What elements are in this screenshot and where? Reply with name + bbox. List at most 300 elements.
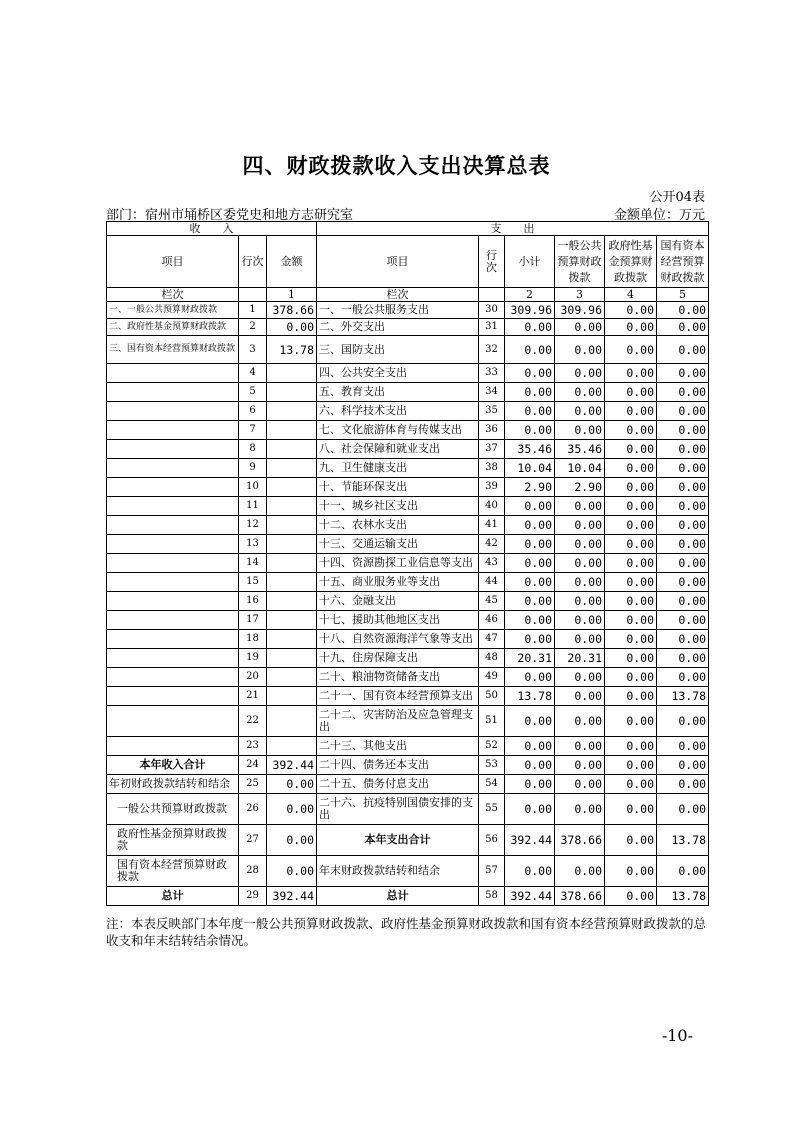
cell-in-no: 10 bbox=[239, 478, 267, 497]
cell-ex-item: 十六、金融支出 bbox=[317, 592, 479, 611]
cell-state: 0.00 bbox=[657, 364, 709, 383]
cell-sub: 35.46 bbox=[505, 440, 555, 459]
cell-in-item bbox=[107, 516, 239, 535]
cell-gen: 378.66 bbox=[555, 825, 605, 856]
cell-sub: 392.44 bbox=[505, 887, 555, 906]
table-row bbox=[107, 856, 709, 887]
amount-header: 金额 bbox=[267, 236, 317, 288]
cell-gen: 0.00 bbox=[555, 737, 605, 756]
cell-fund: 0.00 bbox=[605, 497, 657, 516]
cell-state: 0.00 bbox=[657, 459, 709, 478]
table-row bbox=[107, 887, 709, 906]
cell-sub: 0.00 bbox=[505, 336, 555, 364]
cell-state: 0.00 bbox=[657, 421, 709, 440]
cell-ex-item: 年末财政拨款结转和结余 bbox=[317, 856, 479, 887]
fund-budget-header: 政府性基金预算财政拨款 bbox=[605, 236, 657, 288]
cell-gen: 0.00 bbox=[555, 554, 605, 573]
cell-gen: 0.00 bbox=[555, 794, 605, 825]
empty-cell bbox=[479, 288, 505, 302]
table-row bbox=[107, 421, 709, 440]
cell-ex-no: 47 bbox=[479, 630, 505, 649]
cell-gen: 0.00 bbox=[555, 319, 605, 336]
cell-fund: 0.00 bbox=[605, 706, 657, 737]
cell-ex-no: 57 bbox=[479, 856, 505, 887]
cell-ex-no: 41 bbox=[479, 516, 505, 535]
cell-sub: 0.00 bbox=[505, 756, 555, 775]
table-row bbox=[107, 573, 709, 592]
cell-ex-no: 51 bbox=[479, 706, 505, 737]
col-number: 2 bbox=[505, 288, 555, 302]
cell-gen: 0.00 bbox=[555, 611, 605, 630]
cell-ex-item: 十、节能环保支出 bbox=[317, 478, 479, 497]
cell-ex-item: 二十三、其他支出 bbox=[317, 737, 479, 756]
cell-fund: 0.00 bbox=[605, 611, 657, 630]
cell-in-no: 1 bbox=[239, 302, 267, 319]
cell-ex-item: 十三、交通运输支出 bbox=[317, 535, 479, 554]
cell-gen: 378.66 bbox=[555, 887, 605, 906]
table-row bbox=[107, 611, 709, 630]
cell-ex-no: 33 bbox=[479, 364, 505, 383]
expense-item-header: 项目 bbox=[317, 236, 479, 288]
cell-ex-item: 二十六、抗疫特别国债安排的支出 bbox=[317, 794, 479, 825]
cell-in-amt bbox=[267, 554, 317, 573]
cell-state: 0.00 bbox=[657, 856, 709, 887]
general-budget-header: 一般公共预算财政拨款 bbox=[555, 236, 605, 288]
cell-ex-no: 53 bbox=[479, 756, 505, 775]
table-row bbox=[107, 649, 709, 668]
cell-in-item: 国有资本经营预算财政拨款 bbox=[107, 856, 239, 887]
cell-in-no: 29 bbox=[239, 887, 267, 906]
cell-fund: 0.00 bbox=[605, 573, 657, 592]
cell-ex-item: 十一、城乡社区支出 bbox=[317, 497, 479, 516]
table-row bbox=[107, 535, 709, 554]
cell-in-amt: 0.00 bbox=[267, 775, 317, 794]
cell-in-item: 二、政府性基金预算财政拨款 bbox=[107, 319, 239, 336]
cell-state: 0.00 bbox=[657, 336, 709, 364]
cell-in-amt bbox=[267, 459, 317, 478]
cell-sub: 0.00 bbox=[505, 856, 555, 887]
cell-in-item bbox=[107, 592, 239, 611]
table-row bbox=[107, 737, 709, 756]
cell-sub: 0.00 bbox=[505, 573, 555, 592]
cell-in-amt bbox=[267, 383, 317, 402]
table-row bbox=[107, 794, 709, 825]
cell-sub: 0.00 bbox=[505, 364, 555, 383]
cell-in-no: 25 bbox=[239, 775, 267, 794]
cell-in-amt bbox=[267, 478, 317, 497]
cell-sub: 0.00 bbox=[505, 383, 555, 402]
cell-ex-no: 38 bbox=[479, 459, 505, 478]
cell-ex-item: 十二、农林水支出 bbox=[317, 516, 479, 535]
cell-state: 13.78 bbox=[657, 687, 709, 706]
cell-in-no: 16 bbox=[239, 592, 267, 611]
cell-in-no: 22 bbox=[239, 706, 267, 737]
table-row bbox=[107, 459, 709, 478]
cell-fund: 0.00 bbox=[605, 856, 657, 887]
cell-fund: 0.00 bbox=[605, 421, 657, 440]
cell-gen: 0.00 bbox=[555, 383, 605, 402]
cell-in-no: 3 bbox=[239, 336, 267, 364]
cell-ex-no: 45 bbox=[479, 592, 505, 611]
cell-fund: 0.00 bbox=[605, 319, 657, 336]
cell-in-no: 23 bbox=[239, 737, 267, 756]
cell-state: 0.00 bbox=[657, 737, 709, 756]
cell-in-item bbox=[107, 687, 239, 706]
cell-in-amt bbox=[267, 497, 317, 516]
cell-gen: 20.31 bbox=[555, 649, 605, 668]
cell-ex-item: 八、社会保障和就业支出 bbox=[317, 440, 479, 459]
cell-state: 0.00 bbox=[657, 554, 709, 573]
table-row bbox=[107, 402, 709, 421]
cell-fund: 0.00 bbox=[605, 794, 657, 825]
table-row bbox=[107, 497, 709, 516]
expense-header: 支 出 bbox=[317, 222, 709, 236]
cell-state: 0.00 bbox=[657, 611, 709, 630]
table-row bbox=[107, 440, 709, 459]
cell-in-item bbox=[107, 706, 239, 737]
cell-sub: 0.00 bbox=[505, 630, 555, 649]
cell-ex-no: 30 bbox=[479, 302, 505, 319]
cell-fund: 0.00 bbox=[605, 887, 657, 906]
cell-fund: 0.00 bbox=[605, 383, 657, 402]
table-row bbox=[107, 516, 709, 535]
table-row bbox=[107, 336, 709, 364]
table-row bbox=[107, 668, 709, 687]
cell-in-item bbox=[107, 535, 239, 554]
cell-fund: 0.00 bbox=[605, 402, 657, 421]
cell-ex-no: 50 bbox=[479, 687, 505, 706]
table-row bbox=[107, 630, 709, 649]
cell-in-item bbox=[107, 383, 239, 402]
cell-in-item: 一、一般公共预算财政拨款 bbox=[107, 302, 239, 319]
cell-sub: 0.00 bbox=[505, 794, 555, 825]
cell-in-item bbox=[107, 497, 239, 516]
cell-ex-no: 36 bbox=[479, 421, 505, 440]
cell-sub: 0.00 bbox=[505, 497, 555, 516]
cell-gen: 10.04 bbox=[555, 459, 605, 478]
cell-state: 0.00 bbox=[657, 706, 709, 737]
cell-gen: 35.46 bbox=[555, 440, 605, 459]
cell-in-amt: 0.00 bbox=[267, 319, 317, 336]
cell-fund: 0.00 bbox=[605, 775, 657, 794]
cell-sub: 392.44 bbox=[505, 825, 555, 856]
table-note: 注：本表反映部门本年度一般公共预算财政拨款、政府性基金预算财政拨款和国有资本经营预算财政拨款的总收支和年末结转结余情况。 bbox=[106, 916, 707, 948]
cell-in-amt bbox=[267, 737, 317, 756]
cell-ex-item: 二十一、国有资本经营预算支出 bbox=[317, 687, 479, 706]
cell-state: 0.00 bbox=[657, 649, 709, 668]
cell-fund: 0.00 bbox=[605, 756, 657, 775]
cell-in-no: 7 bbox=[239, 421, 267, 440]
form-code: 公开04表 bbox=[649, 190, 705, 205]
cell-sub: 0.00 bbox=[505, 668, 555, 687]
cell-in-no: 24 bbox=[239, 756, 267, 775]
cell-sub: 10.04 bbox=[505, 459, 555, 478]
cell-sub: 20.31 bbox=[505, 649, 555, 668]
table-row bbox=[107, 592, 709, 611]
table-row bbox=[107, 364, 709, 383]
cell-in-no: 14 bbox=[239, 554, 267, 573]
cell-in-item bbox=[107, 554, 239, 573]
cell-ex-item: 十四、资源勘探工业信息等支出 bbox=[317, 554, 479, 573]
table-row bbox=[107, 825, 709, 856]
cell-gen: 0.00 bbox=[555, 856, 605, 887]
cell-gen: 2.90 bbox=[555, 478, 605, 497]
cell-gen: 0.00 bbox=[555, 756, 605, 775]
cell-gen: 0.00 bbox=[555, 706, 605, 737]
cell-in-amt bbox=[267, 611, 317, 630]
cell-ex-item: 二十、粮油物资储备支出 bbox=[317, 668, 479, 687]
cell-in-amt bbox=[267, 516, 317, 535]
cell-in-no: 4 bbox=[239, 364, 267, 383]
cell-fund: 0.00 bbox=[605, 364, 657, 383]
subtotal-header: 小计 bbox=[505, 236, 555, 288]
cell-in-item bbox=[107, 573, 239, 592]
cell-ex-no: 54 bbox=[479, 775, 505, 794]
cell-sub: 0.00 bbox=[505, 706, 555, 737]
cell-in-amt bbox=[267, 649, 317, 668]
cell-in-amt bbox=[267, 421, 317, 440]
cell-fund: 0.00 bbox=[605, 440, 657, 459]
col-label-income: 栏次 bbox=[107, 288, 239, 302]
cell-sub: 0.00 bbox=[505, 611, 555, 630]
cell-ex-no: 58 bbox=[479, 887, 505, 906]
cell-gen: 0.00 bbox=[555, 592, 605, 611]
cell-ex-no: 55 bbox=[479, 794, 505, 825]
cell-ex-item: 总计 bbox=[317, 887, 479, 906]
cell-ex-item: 二十四、债务还本支出 bbox=[317, 756, 479, 775]
cell-ex-no: 37 bbox=[479, 440, 505, 459]
page-number: -10- bbox=[661, 1026, 693, 1045]
cell-in-item: 总计 bbox=[107, 887, 239, 906]
cell-state: 0.00 bbox=[657, 497, 709, 516]
cell-ex-no: 44 bbox=[479, 573, 505, 592]
cell-ex-item: 六、科学技术支出 bbox=[317, 402, 479, 421]
cell-ex-item: 十八、自然资源海洋气象等支出 bbox=[317, 630, 479, 649]
cell-ex-item: 二、外交支出 bbox=[317, 319, 479, 336]
cell-in-no: 5 bbox=[239, 383, 267, 402]
cell-fund: 0.00 bbox=[605, 554, 657, 573]
income-header: 收 入 bbox=[107, 222, 317, 236]
cell-ex-no: 48 bbox=[479, 649, 505, 668]
cell-in-item bbox=[107, 737, 239, 756]
col-number: 1 bbox=[267, 288, 317, 302]
cell-ex-item: 十七、援助其他地区支出 bbox=[317, 611, 479, 630]
cell-ex-item: 一、一般公共服务支出 bbox=[317, 302, 479, 319]
cell-gen: 0.00 bbox=[555, 687, 605, 706]
cell-sub: 0.00 bbox=[505, 516, 555, 535]
cell-in-no: 20 bbox=[239, 668, 267, 687]
cell-fund: 0.00 bbox=[605, 516, 657, 535]
cell-ex-item: 五、教育支出 bbox=[317, 383, 479, 402]
cell-in-no: 26 bbox=[239, 794, 267, 825]
cell-ex-item: 七、文化旅游体育与传媒支出 bbox=[317, 421, 479, 440]
cell-fund: 0.00 bbox=[605, 535, 657, 554]
cell-in-no: 15 bbox=[239, 573, 267, 592]
cell-in-no: 28 bbox=[239, 856, 267, 887]
empty-cell bbox=[239, 288, 267, 302]
cell-ex-no: 52 bbox=[479, 737, 505, 756]
cell-sub: 0.00 bbox=[505, 535, 555, 554]
unit-label: 金额单位：万元 bbox=[613, 208, 705, 223]
cell-state: 0.00 bbox=[657, 535, 709, 554]
cell-in-item bbox=[107, 630, 239, 649]
cell-in-no: 2 bbox=[239, 319, 267, 336]
cell-in-no: 19 bbox=[239, 649, 267, 668]
state-capital-header: 国有资本经营预算财政拨款 bbox=[657, 236, 709, 288]
cell-in-amt: 378.66 bbox=[267, 302, 317, 319]
cell-state: 0.00 bbox=[657, 383, 709, 402]
cell-in-no: 9 bbox=[239, 459, 267, 478]
cell-in-amt: 392.44 bbox=[267, 887, 317, 906]
table-row bbox=[107, 319, 709, 336]
cell-fund: 0.00 bbox=[605, 649, 657, 668]
cell-in-item bbox=[107, 364, 239, 383]
page-title: 四、财政拨款收入支出决算总表 bbox=[242, 153, 551, 178]
cell-fund: 0.00 bbox=[605, 630, 657, 649]
cell-state: 0.00 bbox=[657, 478, 709, 497]
cell-sub: 13.78 bbox=[505, 687, 555, 706]
cell-state: 0.00 bbox=[657, 775, 709, 794]
cell-in-no: 13 bbox=[239, 535, 267, 554]
cell-sub: 0.00 bbox=[505, 592, 555, 611]
cell-state: 0.00 bbox=[657, 668, 709, 687]
cell-state: 0.00 bbox=[657, 630, 709, 649]
cell-sub: 0.00 bbox=[505, 737, 555, 756]
cell-in-amt bbox=[267, 440, 317, 459]
cell-ex-no: 56 bbox=[479, 825, 505, 856]
cell-ex-no: 43 bbox=[479, 554, 505, 573]
cell-gen: 0.00 bbox=[555, 573, 605, 592]
cell-in-amt bbox=[267, 687, 317, 706]
cell-in-amt bbox=[267, 573, 317, 592]
cell-ex-no: 34 bbox=[479, 383, 505, 402]
income-line-header: 行次 bbox=[239, 236, 267, 288]
cell-in-no: 11 bbox=[239, 497, 267, 516]
table-row bbox=[107, 706, 709, 737]
cell-gen: 0.00 bbox=[555, 497, 605, 516]
cell-ex-item: 本年支出合计 bbox=[317, 825, 479, 856]
cell-in-no: 27 bbox=[239, 825, 267, 856]
col-number: 3 bbox=[555, 288, 605, 302]
cell-fund: 0.00 bbox=[605, 592, 657, 611]
budget-table bbox=[106, 221, 709, 906]
cell-gen: 0.00 bbox=[555, 402, 605, 421]
cell-sub: 0.00 bbox=[505, 775, 555, 794]
cell-in-no: 17 bbox=[239, 611, 267, 630]
cell-in-item bbox=[107, 402, 239, 421]
table-row bbox=[107, 554, 709, 573]
cell-gen: 0.00 bbox=[555, 336, 605, 364]
cell-in-item bbox=[107, 668, 239, 687]
table-row bbox=[107, 687, 709, 706]
cell-gen: 0.00 bbox=[555, 668, 605, 687]
cell-in-no: 21 bbox=[239, 687, 267, 706]
cell-in-item bbox=[107, 649, 239, 668]
cell-sub: 0.00 bbox=[505, 554, 555, 573]
cell-in-no: 18 bbox=[239, 630, 267, 649]
cell-fund: 0.00 bbox=[605, 668, 657, 687]
cell-in-amt: 0.00 bbox=[267, 794, 317, 825]
cell-state: 13.78 bbox=[657, 825, 709, 856]
cell-ex-item: 四、公共安全支出 bbox=[317, 364, 479, 383]
cell-ex-no: 49 bbox=[479, 668, 505, 687]
expense-line-header: 行次 bbox=[479, 236, 505, 288]
cell-ex-item: 三、国防支出 bbox=[317, 336, 479, 364]
cell-ex-no: 40 bbox=[479, 497, 505, 516]
cell-in-item bbox=[107, 611, 239, 630]
cell-state: 0.00 bbox=[657, 592, 709, 611]
cell-state: 0.00 bbox=[657, 440, 709, 459]
table-row bbox=[107, 775, 709, 794]
cell-fund: 0.00 bbox=[605, 825, 657, 856]
cell-in-amt bbox=[267, 706, 317, 737]
table-row bbox=[107, 756, 709, 775]
cell-sub: 2.90 bbox=[505, 478, 555, 497]
col-number: 4 bbox=[605, 288, 657, 302]
cell-in-item bbox=[107, 459, 239, 478]
cell-fund: 0.00 bbox=[605, 478, 657, 497]
cell-fund: 0.00 bbox=[605, 459, 657, 478]
cell-fund: 0.00 bbox=[605, 302, 657, 319]
cell-in-amt bbox=[267, 592, 317, 611]
cell-gen: 0.00 bbox=[555, 775, 605, 794]
table-row bbox=[107, 302, 709, 319]
cell-in-item: 年初财政拨款结转和结余 bbox=[107, 775, 239, 794]
cell-ex-no: 39 bbox=[479, 478, 505, 497]
cell-state: 0.00 bbox=[657, 402, 709, 421]
cell-in-amt: 13.78 bbox=[267, 336, 317, 364]
cell-ex-item: 九、卫生健康支出 bbox=[317, 459, 479, 478]
col-label-expense: 栏次 bbox=[317, 288, 479, 302]
cell-in-item: 政府性基金预算财政拨款 bbox=[107, 825, 239, 856]
table-row bbox=[107, 478, 709, 497]
cell-in-amt: 0.00 bbox=[267, 856, 317, 887]
cell-state: 0.00 bbox=[657, 319, 709, 336]
cell-in-item: 一般公共预算财政拨款 bbox=[107, 794, 239, 825]
cell-in-amt: 0.00 bbox=[267, 825, 317, 856]
cell-in-item: 本年收入合计 bbox=[107, 756, 239, 775]
cell-ex-no: 46 bbox=[479, 611, 505, 630]
cell-state: 0.00 bbox=[657, 794, 709, 825]
cell-in-no: 8 bbox=[239, 440, 267, 459]
cell-in-amt bbox=[267, 402, 317, 421]
cell-gen: 0.00 bbox=[555, 364, 605, 383]
cell-ex-no: 35 bbox=[479, 402, 505, 421]
cell-gen: 309.96 bbox=[555, 302, 605, 319]
department-label: 部门：宿州市埇桥区委党史和地方志研究室 bbox=[106, 208, 354, 223]
cell-ex-no: 32 bbox=[479, 336, 505, 364]
col-number: 5 bbox=[657, 288, 709, 302]
cell-in-no: 12 bbox=[239, 516, 267, 535]
cell-in-amt bbox=[267, 364, 317, 383]
cell-gen: 0.00 bbox=[555, 535, 605, 554]
cell-sub: 0.00 bbox=[505, 421, 555, 440]
cell-in-item bbox=[107, 440, 239, 459]
table-row bbox=[107, 383, 709, 402]
cell-state: 0.00 bbox=[657, 302, 709, 319]
cell-fund: 0.00 bbox=[605, 336, 657, 364]
cell-in-amt bbox=[267, 668, 317, 687]
cell-fund: 0.00 bbox=[605, 737, 657, 756]
table-body bbox=[107, 302, 709, 906]
cell-state: 0.00 bbox=[657, 516, 709, 535]
cell-in-amt bbox=[267, 535, 317, 554]
cell-in-amt bbox=[267, 630, 317, 649]
cell-in-amt: 392.44 bbox=[267, 756, 317, 775]
cell-ex-no: 31 bbox=[479, 319, 505, 336]
income-item-header: 项目 bbox=[107, 236, 239, 288]
cell-ex-no: 42 bbox=[479, 535, 505, 554]
